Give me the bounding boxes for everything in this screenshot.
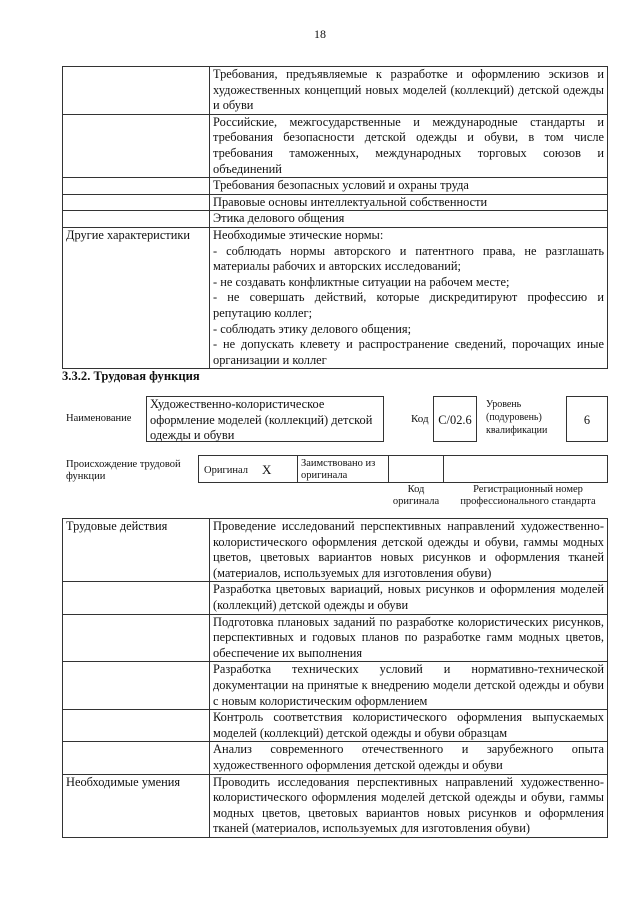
req-row — [63, 178, 608, 195]
req-row — [63, 114, 608, 177]
labor-row-label — [63, 614, 210, 662]
labor-row-label — [63, 582, 210, 614]
code-original-cell — [388, 455, 444, 483]
req-row-text: Этика делового общения — [210, 211, 608, 228]
labor-row — [63, 662, 608, 710]
labor-row-label: Трудовые действия — [63, 519, 210, 582]
labor-row-text: Разработка цветовых вариаций, новых рисунков и оформления моделей (коллекций) детской одежды и обуви — [210, 582, 608, 614]
origin-label: Происхождение трудовой функции — [66, 459, 181, 482]
labor-row-text: Контроль соответствия колористического оформления выпускаемых моделей (коллекций) детской одежды и обуви образцам — [210, 710, 608, 742]
labor-row — [63, 710, 608, 742]
req-row — [63, 67, 608, 115]
code-original-label: Код оригинала — [392, 484, 440, 507]
code-label: Код — [411, 413, 429, 425]
labor-row-label — [63, 710, 210, 742]
req-row — [63, 194, 608, 211]
original-mark: X — [262, 462, 272, 477]
labor-row-text: Подготовка плановых заданий по разработке колористических рисунков, перспективных и годовых планов по разработке гамм модных цветов, обеспечение их выполнения — [210, 614, 608, 662]
labor-row-text: Разработка технических условий и нормативно-технической документации на принятые к внедрению модели детской одежды и обуви с новым колористическим оформлением — [210, 662, 608, 710]
function-name-box: Художественно-колористическое оформление моделей (коллекций) детской одежды и обуви — [146, 396, 384, 442]
labor-row-text: Проводить исследования перспективных направлений художественно-колористического оформления моделей детской одежды и обуви, гаммы модных цветов, цветовых вариантов новых рисунков и оформления тканей (материалов, используемых для изготовления обуви) — [210, 774, 608, 837]
reg-number-label: Регистрационный номер профессионального стандарта — [460, 484, 596, 507]
labor-row-label: Необходимые умения — [63, 774, 210, 837]
original-cell — [198, 455, 298, 483]
labor-row — [63, 614, 608, 662]
labor-row-text: Анализ современного отечественного и зарубежного опыта художественного оформления детской одежды и обуви — [210, 742, 608, 774]
labor-row — [63, 582, 608, 614]
req-row-text: Требования, предъявляемые к разработке и оформлению эскизов и художественных концепций новых моделей (коллекций) детской одежды и обуви — [210, 67, 608, 115]
labor-row-label — [63, 662, 210, 710]
req-row-text: Требования безопасных условий и охраны труда — [210, 178, 608, 195]
labor-row — [63, 742, 608, 774]
labor-row — [63, 774, 608, 837]
level-value-box: 6 — [566, 396, 608, 442]
req-row-text: Правовые основы интеллектуальной собственности — [210, 194, 608, 211]
labor-row-label — [63, 742, 210, 774]
borrowed-label: Заимствовано из оригинала — [301, 458, 376, 481]
req-row-label — [63, 114, 210, 177]
req-row-text: Российские, межгосударственные и международные стандарты и требования безопасности детской одежды и обуви, в том числе требования таможенных, международных торговых союзов и объединений — [210, 114, 608, 177]
req-row-label — [63, 67, 210, 115]
name-label: Наименование — [66, 413, 132, 424]
section-title: 3.3.2. Трудовая функция — [62, 369, 200, 383]
reg-number-cell — [443, 455, 608, 483]
page-number: 18 — [314, 27, 326, 41]
req-row — [63, 227, 608, 368]
borrowed-cell — [297, 455, 389, 483]
labor-row — [63, 519, 608, 582]
code-value-box: C/02.6 — [433, 396, 477, 442]
labor-row-text: Проведение исследований перспективных направлений художественно-колористического оформления детской одежды и обуви, гаммы модных цветов, цветовых вариантов новых рисунков и оформления тканей (материалов, используемых для изготовления обуви) — [210, 519, 608, 582]
req-row-label — [63, 178, 210, 195]
req-row-label — [63, 211, 210, 228]
req-row-label: Другие характеристики — [63, 227, 210, 368]
req-row-text: Необходимые этические нормы: - соблюдать нормы авторского и патентного права, не разглашать материалы рабочих и авторских исследований; - не создавать конфликтные ситуации на рабочем месте; - не совершать действий, которые дискредитируют профессию и репутацию коллег; - соблюдать этику делового общения; - не допускать клевету и распространение сведений, порочащих иные организации и коллег — [210, 227, 608, 368]
original-label: Оригинал — [204, 465, 248, 476]
req-row-label — [63, 194, 210, 211]
level-label: Уровень (подуровень) квалификации — [486, 399, 548, 436]
requirements-table — [62, 66, 608, 369]
req-row — [63, 211, 608, 228]
labor-function-table — [62, 518, 608, 838]
